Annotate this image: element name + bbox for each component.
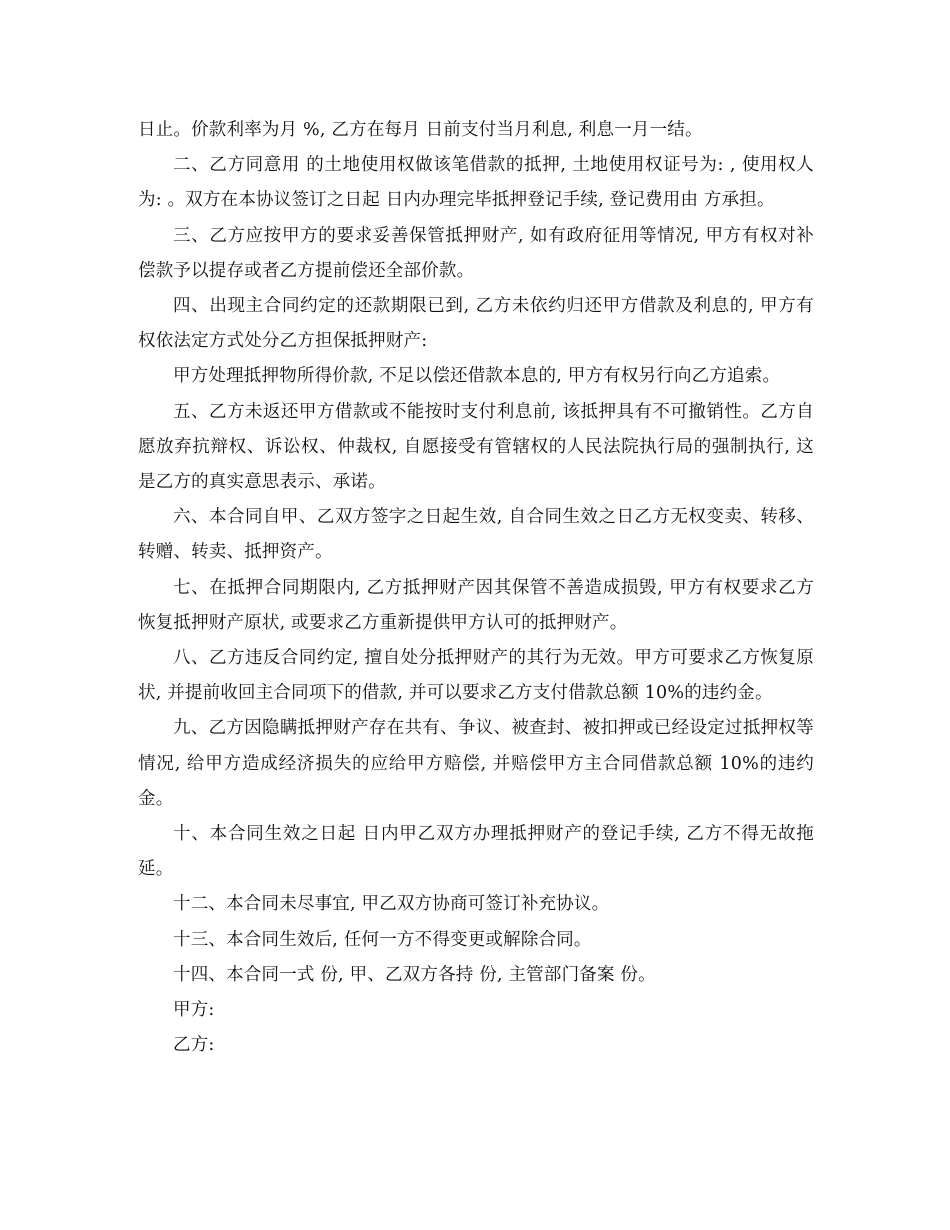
paragraph-clause-5: 五、乙方未返还甲方借款或不能按时支付利息前, 该抵押具有不可撤销性。乙方自愿放弃抗辩权、诉讼权、仲裁权, 自愿接受有管辖权的人民法院执行局的强制执行, 这是乙方的真实意思表示、承诺。	[138, 401, 814, 493]
paragraph-clause-2: 二、乙方同意用 的土地使用权做该笔借款的抵押, 土地使用权证号为: , 使用权人为: 。双方在本协议签订之日起 日内办理完毕抵押登记手续, 登记费用由 方承担。	[138, 155, 814, 211]
paragraph-clause-7: 七、在抵押合同期限内, 乙方抵押财产因其保管不善造成损毁, 甲方有权要求乙方恢复抵押财产原状, 或要求乙方重新提供甲方认可的抵押财产。	[138, 577, 814, 633]
paragraph-clause-9: 九、乙方因隐瞒抵押财产存在共有、争议、被查封、被扣押或已经设定过抵押权等情况, 给甲方造成经济损失的应给甲方赔偿, 并赔偿甲方主合同借款总额 10%的违约金。	[138, 718, 814, 809]
paragraph-interest-terms: 日止。价款利率为月 %, 乙方在每月 日前支付当月利息, 利息一月一结。	[138, 120, 703, 140]
signature-party-a: 甲方:	[173, 1000, 215, 1021]
signature-party-b: 乙方:	[173, 1035, 215, 1056]
paragraph-clause-4-detail: 甲方处理抵押物所得价款, 不足以偿还借款本息的, 甲方有权另行向乙方追索。	[173, 366, 781, 387]
document-body	[138, 113, 814, 1063]
paragraph-clause-14: 十四、本合同一式 份, 甲、乙双方各持 份, 主管部门备案 份。	[173, 964, 656, 985]
paragraph-clause-3: 三、乙方应按甲方的要求妥善保管抵押财产, 如有政府征用等情况, 甲方有权对补偿款予以提存或者乙方提前偿还全部价款。	[138, 225, 814, 281]
paragraph-clause-10: 十、本合同生效之日起 日内甲乙双方办理抵押财产的登记手续, 乙方不得无故拖延。	[138, 824, 814, 880]
paragraph-clause-6: 六、本合同自甲、乙双方签字之日起生效, 自合同生效之日乙方无权变卖、转移、转赠、转卖、抵押资产。	[138, 507, 814, 563]
paragraph-clause-13: 十三、本合同生效后, 任何一方不得变更或解除合同。	[173, 929, 592, 950]
paragraph-clause-12: 十二、本合同未尽事宜, 甲乙双方协商可签订补充协议。	[173, 894, 610, 915]
paragraph-clause-4: 四、出现主合同约定的还款期限已到, 乙方未依约归还甲方借款及利息的, 甲方有权依法定方式处分乙方担保抵押财产:	[138, 296, 814, 352]
paragraph-clause-8: 八、乙方违反合同约定, 擅自处分抵押财产的其行为无效。甲方可要求乙方恢复原状, 并提前收回主合同项下的借款, 并可以要求乙方支付借款总额 10%的违约金。	[138, 648, 814, 704]
